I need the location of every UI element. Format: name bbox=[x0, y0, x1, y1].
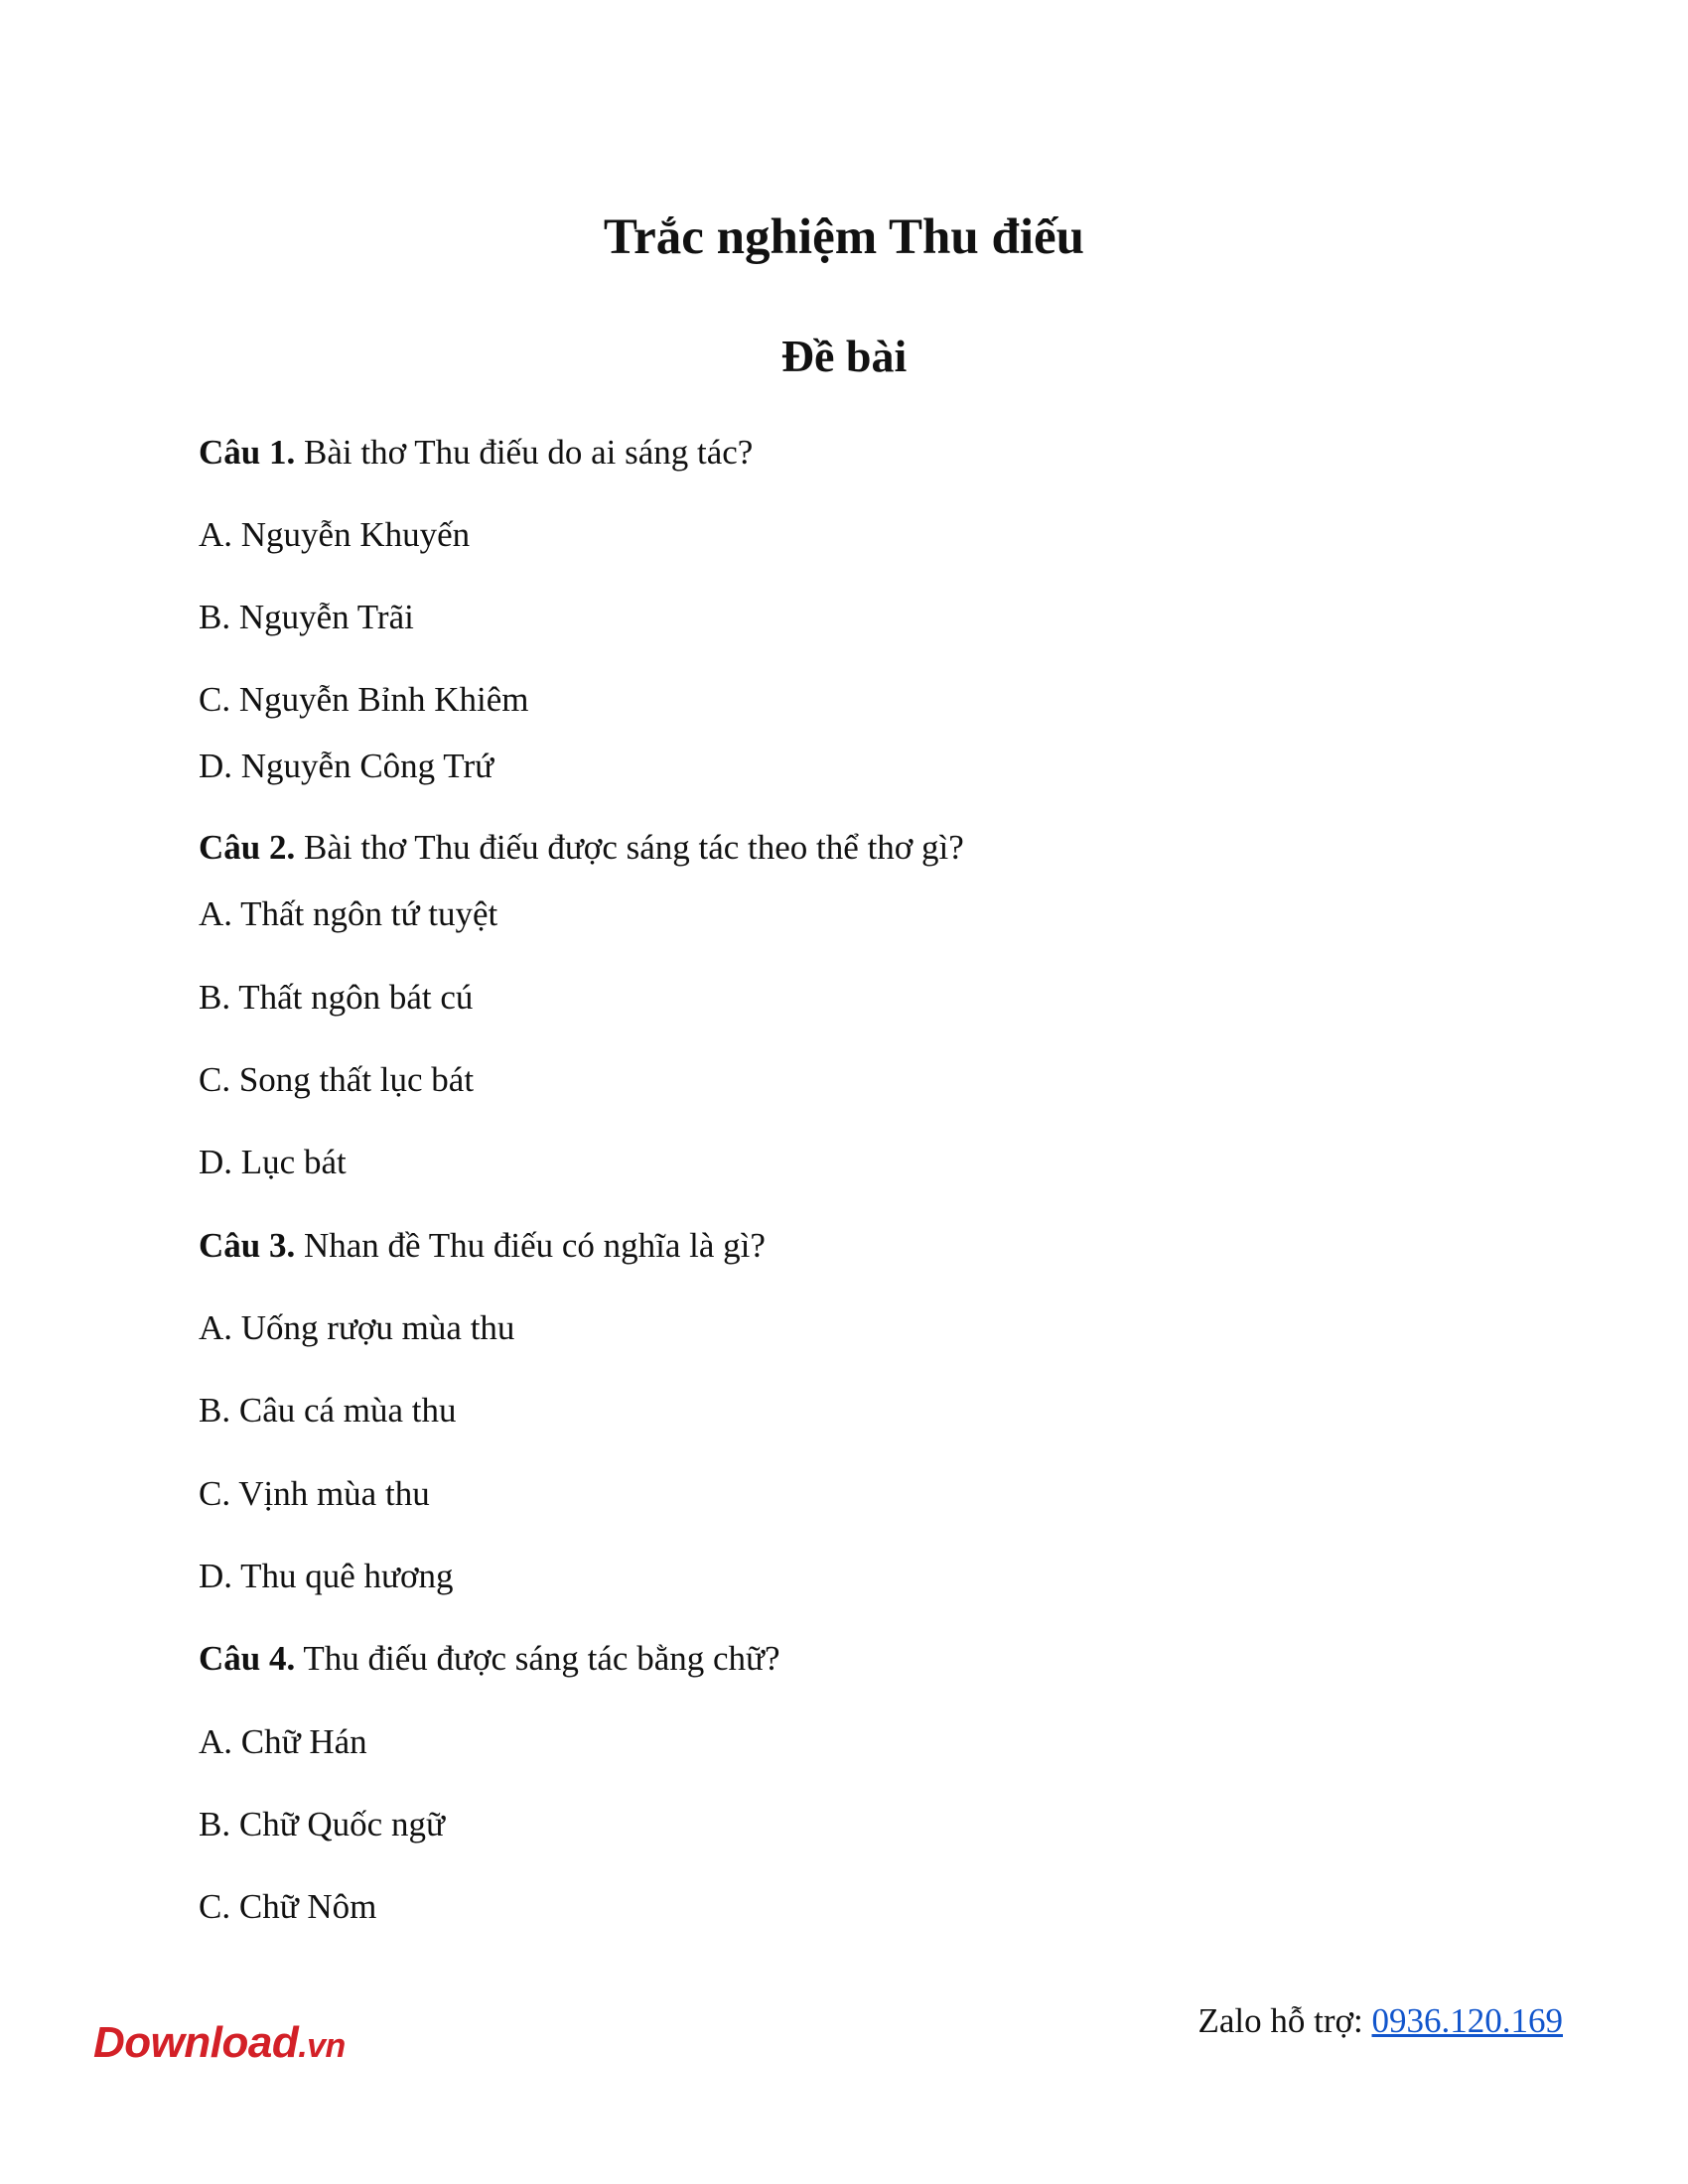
answer-option: A. Uống rượu mùa thu bbox=[199, 1308, 515, 1347]
question-2 bbox=[199, 830, 964, 865]
answer-option: C. Chữ Nôm bbox=[199, 1887, 377, 1926]
question-3 bbox=[199, 1228, 766, 1263]
logo-main-text: Download bbox=[93, 2018, 299, 2067]
question-text: Nhan đề Thu điếu có nghĩa là gì? bbox=[295, 1226, 766, 1265]
answer-option: C. Vịnh mùa thu bbox=[199, 1474, 430, 1513]
answer-option: D. Thu quê hương bbox=[199, 1557, 454, 1595]
question-text: Bài thơ Thu điếu được sáng tác theo thể thơ gì? bbox=[295, 828, 964, 867]
answer-option: A. Chữ Hán bbox=[199, 1722, 367, 1761]
support-phone-link[interactable]: 0936.120.169 bbox=[1371, 2001, 1563, 2040]
answer-option: B. Chữ Quốc ngữ bbox=[199, 1805, 445, 1843]
question-text: Bài thơ Thu điếu do ai sáng tác? bbox=[295, 433, 754, 472]
answer-option: D. Nguyễn Công Trứ bbox=[199, 747, 494, 785]
answer-option: C. Song thất lục bát bbox=[199, 1060, 475, 1099]
answer-option: C. Nguyễn Bỉnh Khiêm bbox=[199, 680, 529, 719]
question-number: Câu 4. bbox=[199, 1639, 296, 1678]
question-number: Câu 1. bbox=[199, 433, 296, 472]
answer-option: B. Câu cá mùa thu bbox=[199, 1391, 457, 1430]
download-vn-logo[interactable] bbox=[93, 2018, 346, 2067]
answer-option: B. Nguyễn Trãi bbox=[199, 598, 414, 636]
footer-support bbox=[1198, 2003, 1564, 2038]
question-number: Câu 3. bbox=[199, 1226, 296, 1265]
page-title: Trắc nghiệm Thu điếu bbox=[603, 209, 1085, 265]
logo-suffix-text: .vn bbox=[298, 2027, 346, 2065]
answer-option: A. Nguyễn Khuyến bbox=[199, 515, 471, 554]
question-4 bbox=[199, 1641, 780, 1676]
support-label: Zalo hỗ trợ: bbox=[1197, 2001, 1372, 2040]
question-number: Câu 2. bbox=[199, 828, 296, 867]
question-text: Thu điếu được sáng tác bằng chữ? bbox=[295, 1639, 780, 1678]
question-1 bbox=[199, 435, 753, 470]
answer-option: D. Lục bát bbox=[199, 1143, 347, 1181]
answer-option: A. Thất ngôn tứ tuyệt bbox=[199, 894, 498, 933]
answer-option: B. Thất ngôn bát cú bbox=[199, 978, 474, 1017]
section-title: Đề bài bbox=[780, 331, 908, 381]
